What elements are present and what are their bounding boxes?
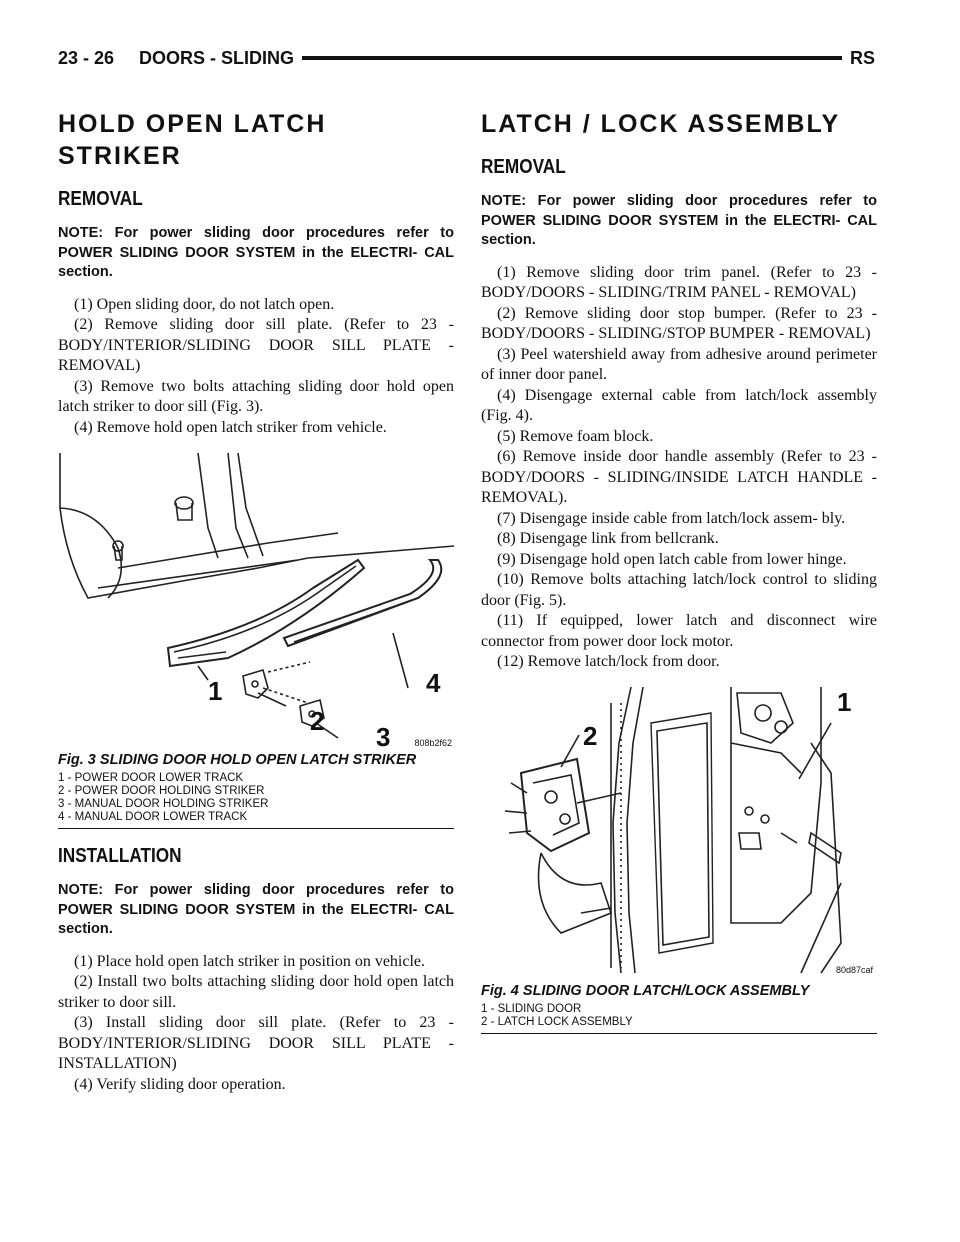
step: (5) Remove foam block. xyxy=(497,427,654,445)
striker-illustration xyxy=(58,448,454,748)
step: (7) Disengage inside cable from latch/lock assem- bly. xyxy=(497,509,846,527)
section-title-striker: HOLD OPEN LATCH STRIKER xyxy=(58,110,327,170)
removal-heading: REMOVAL xyxy=(481,156,566,178)
page-header xyxy=(58,46,875,70)
callout-1: 1 xyxy=(837,686,852,717)
step: (1) Open sliding door, do not latch open. xyxy=(74,295,335,313)
callout-3: 3 xyxy=(376,722,391,748)
latch-illustration xyxy=(481,683,877,979)
callout-2: 2 xyxy=(583,720,598,751)
figure-legend xyxy=(481,1003,877,1034)
removal-steps xyxy=(58,295,454,439)
step: (4) Disengage external cable from latch/lock assembly (Fig. 4). xyxy=(481,386,877,424)
removal-note: NOTE: For power sliding door procedures refer to POWER SLIDING DOOR SYSTEM in the ELECTRI- CAL section. xyxy=(58,225,454,280)
step: (2) Remove sliding door stop bumper. (Refer to 23 - BODY/DOORS - SLIDING/STOP BUMPER - REMOVAL) xyxy=(481,304,877,342)
section-title-latch: LATCH / LOCK ASSEMBLY xyxy=(481,110,841,138)
header-code: RS xyxy=(842,46,875,70)
figure-caption: Fig. 4 SLIDING DOOR LATCH/LOCK ASSEMBLY xyxy=(481,982,810,999)
step: (8) Disengage link from bellcrank. xyxy=(497,530,719,547)
step: (1) Place hold open latch striker in position on vehicle. xyxy=(74,952,426,970)
step: (6) Remove inside door handle assembly (Refer to 23 - BODY/DOORS - SLIDING/INSIDE LATCH HANDLE - REMOVAL). xyxy=(481,448,877,506)
step: (11) If equipped, lower latch and disconnect wire connector from power door lock motor. xyxy=(481,612,877,650)
legend-item: 2 - LATCH LOCK ASSEMBLY xyxy=(481,1015,633,1028)
right-column xyxy=(481,108,877,1034)
step: (10) Remove bolts attaching latch/lock control to sliding door (Fig. 5). xyxy=(481,571,877,609)
figure-code: 808b2f62 xyxy=(414,738,452,748)
step: (3) Install sliding door sill plate. (Refer to 23 - BODY/INTERIOR/SLIDING DOOR SILL PLATE - INSTALLATION) xyxy=(58,1014,454,1072)
step: (2) Remove sliding door sill plate. (Refer to 23 - BODY/INTERIOR/SLIDING DOOR SILL PLATE - REMOVAL) xyxy=(58,316,454,374)
header-section: 23 - 26 DOORS - SLIDING xyxy=(58,46,302,70)
step: (12) Remove latch/lock from door. xyxy=(497,653,720,670)
figure-code: 80d87caf xyxy=(835,964,873,975)
removal-heading: REMOVAL xyxy=(58,188,143,210)
step: (4) Verify sliding door operation. xyxy=(74,1075,286,1093)
removal-note: NOTE: For power sliding door procedures refer to POWER SLIDING DOOR SYSTEM in the ELECTRI- CAL section. xyxy=(481,193,877,248)
installation-steps xyxy=(58,952,454,1096)
step: (2) Install two bolts attaching sliding door hold open latch striker to door sill. xyxy=(58,973,454,1011)
legend-item: 1 - SLIDING DOOR xyxy=(481,1002,582,1015)
callout-4: 4 xyxy=(426,668,441,698)
step: (3) Peel watershield away from adhesive around perimeter of inner door panel. xyxy=(481,345,877,383)
figure-3 xyxy=(58,448,454,829)
step: (1) Remove sliding door trim panel. (Refer to 23 - BODY/DOORS - SLIDING/TRIM PANEL - REMOVAL) xyxy=(481,263,877,301)
step: (9) Disengage hold open latch cable from lower hinge. xyxy=(497,550,847,568)
figure-caption: Fig. 3 SLIDING DOOR HOLD OPEN LATCH STRIKER xyxy=(58,752,417,768)
left-column xyxy=(58,108,454,1095)
figure-legend xyxy=(58,772,454,829)
figure-4 xyxy=(481,683,877,1034)
legend-item: 2 - POWER DOOR HOLDING STRIKER xyxy=(58,785,265,797)
callout-1: 1 xyxy=(208,676,223,706)
step: (4) Remove hold open latch striker from vehicle. xyxy=(74,418,387,436)
legend-item: 4 - MANUAL DOOR LOWER TRACK xyxy=(58,811,248,823)
installation-note: NOTE: For power sliding door procedures refer to POWER SLIDING DOOR SYSTEM in the ELECTRI- CAL section. xyxy=(58,882,454,937)
legend-item: 3 - MANUAL DOOR HOLDING STRIKER xyxy=(58,798,269,810)
installation-heading: INSTALLATION xyxy=(58,845,182,867)
legend-item: 1 - POWER DOOR LOWER TRACK xyxy=(58,772,244,784)
callout-2: 2 xyxy=(310,706,325,736)
removal-steps xyxy=(481,263,877,673)
step: (3) Remove two bolts attaching sliding door hold open latch striker to door sill (Fig. 3). xyxy=(58,377,454,415)
